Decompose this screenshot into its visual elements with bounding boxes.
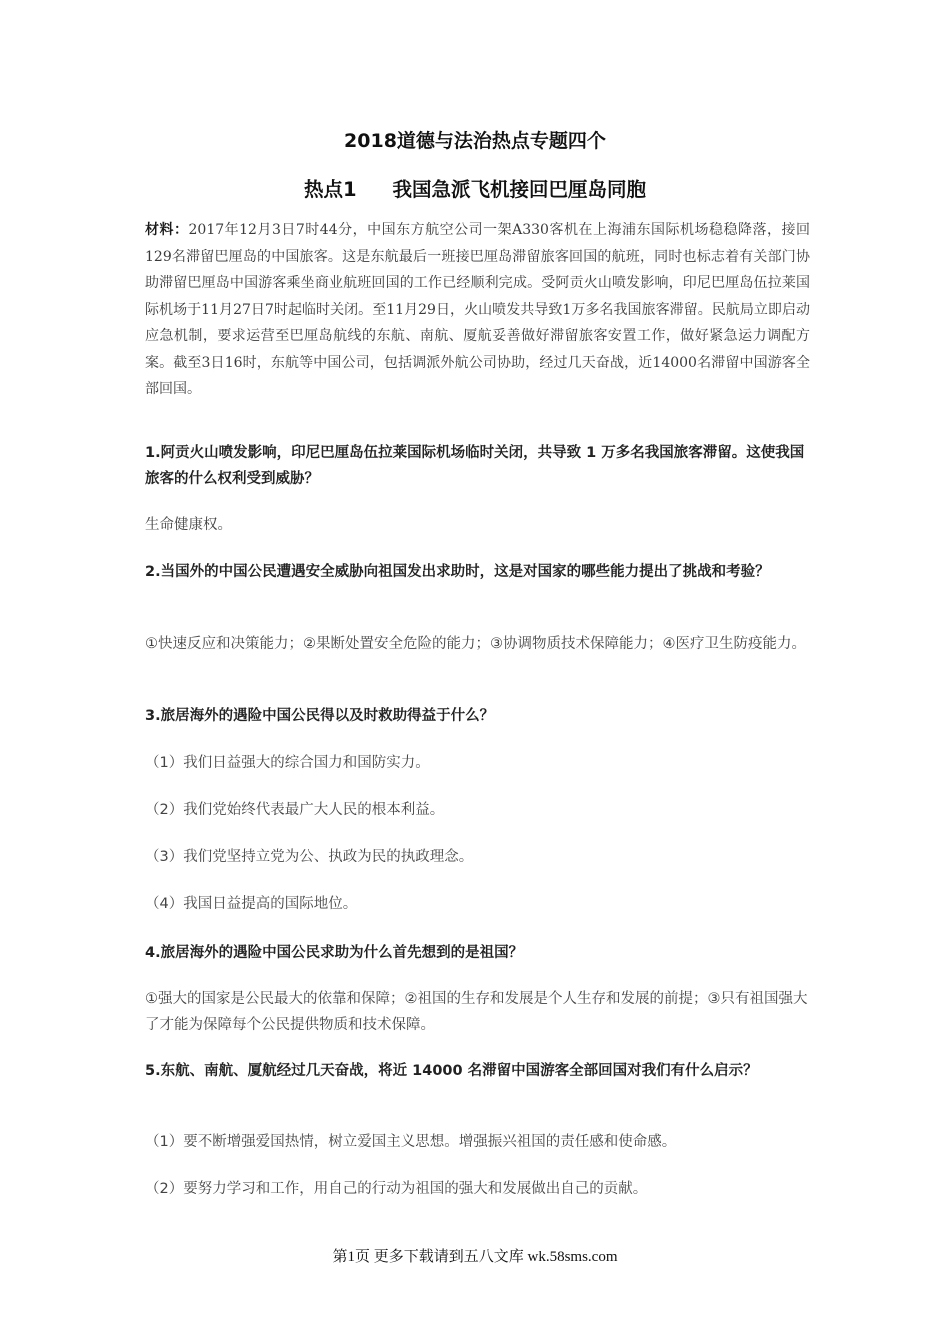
question-2: 2.当国外的中国公民遭遇安全威胁向祖国发出求助时，这是对国家的哪些能力提出了挑战和考验？ — [145, 564, 770, 580]
answer-5-item-2: （2）要努力学习和工作，用自己的行动为祖国的强大和发展做出自己的贡献。 — [145, 1181, 648, 1197]
material-paragraph — [145, 217, 810, 403]
hotspot-label: 热点1 — [303, 178, 357, 201]
question-5: 5.东航、南航、厦航经过几天奋战，将近 14000 名滞留中国游客全部回国对我们有什么启示？ — [145, 1063, 758, 1079]
material-text: 2017年12月3日7时44分，中国东方航空公司一架A330客机在上海浦东国际机场稳稳降落，接回129名滞留巴厘岛的中国旅客。这是东航最后一班接巴厘岛滞留旅客回国的航班，同时也标志着有关部门协助滞留巴厘岛中国游客乘坐商业航班回国的工作已经顺利完成。受阿贡火山喷发影响，印尼巴厘岛伍拉莱国际机场于11月27日7时起临时关闭。至11月29日，火山喷发共导致1万多名我国旅客滞留。民航局立即启动应急机制，要求运营至巴厘岛航线的东航、南航、厦航妥善做好滞留旅客安置工作，做好紧急运力调配方案。截至3日16时，东航等中国公司，包括调派外航公司协助，经过几天奋战，近14000名滞留中国游客全部回国。 — [145, 222, 811, 397]
document-title: 2018道德与法治热点专题四个 — [344, 130, 606, 152]
question-3: 3.旅居海外的遇险中国公民得以及时救助得益于什么？ — [145, 708, 495, 724]
question-4: 4.旅居海外的遇险中国公民求助为什么首先想到的是祖国？ — [145, 945, 524, 961]
answer-1: 生命健康权。 — [145, 517, 232, 533]
answer-3-item-2: （2）我们党始终代表最广大人民的根本利益。 — [145, 802, 445, 818]
hotspot-title: 我国急派飞机接回巴厘岛同胞 — [392, 178, 647, 201]
hotspot-heading — [0, 174, 950, 202]
answer-3-item-1: （1）我们日益强大的综合国力和国防实力。 — [145, 755, 430, 771]
page-footer: 第1页 更多下载请到五八文库 wk.58sms.com — [332, 1249, 618, 1265]
answer-3-item-3: （3）我们党坚持立党为公、执政为民的执政理念。 — [145, 849, 474, 865]
answer-2: ①快速反应和决策能力；②果断处置安全危险的能力；③协调物质技术保障能力；④医疗卫生防疫能力。 — [145, 636, 806, 652]
answer-3-item-4: （4）我国日益提高的国际地位。 — [145, 896, 358, 912]
question-1: 1.阿贡火山喷发影响，印尼巴厘岛伍拉莱国际机场临时关闭，共导致 1 万多名我国旅客滞留。这使我国旅客的什么权利受到威胁？ — [145, 445, 805, 487]
answer-4: ①强大的国家是公民最大的依靠和保障；②祖国的生存和发展是个人生存和发展的前提；③只有祖国强大了才能为保障每个公民提供物质和技术保障。 — [145, 991, 808, 1033]
answer-5-item-1: （1）要不断增强爱国热情，树立爱国主义思想。增强振兴祖国的责任感和使命感。 — [145, 1134, 677, 1150]
material-label: 材料： — [145, 222, 189, 238]
